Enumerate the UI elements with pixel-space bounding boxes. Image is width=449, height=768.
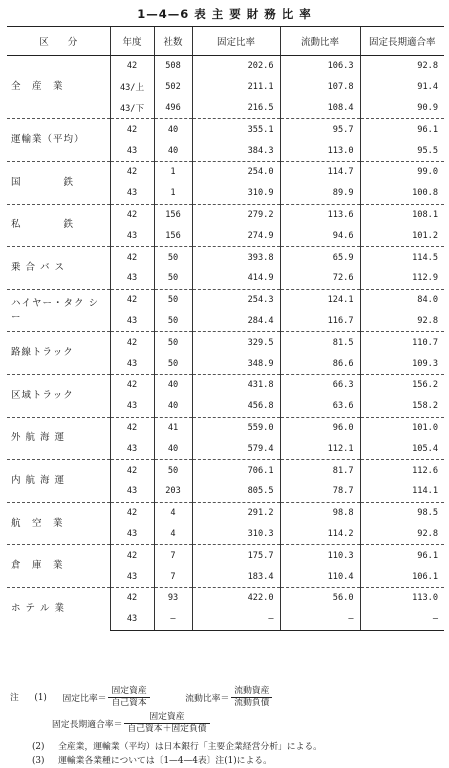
longterm-ratio-cell: 158.2	[360, 396, 444, 417]
companies-cell: 50	[154, 268, 192, 289]
year-cell: 42	[110, 417, 154, 438]
table-row	[7, 460, 444, 481]
header-fixed-ratio: 固定比率	[192, 27, 280, 56]
fixed-ratio-cell: 274.9	[192, 225, 280, 246]
companies-cell: 4	[154, 502, 192, 523]
current-ratio-fraction	[231, 686, 272, 709]
longterm-ratio-cell: 101.2	[360, 225, 444, 246]
note-3	[32, 753, 272, 766]
companies-cell: 50	[154, 332, 192, 353]
category-cell: 乗 合 バ ス	[7, 247, 110, 290]
category-cell: 路線トラック	[7, 332, 110, 375]
current-ratio-cell: 78.7	[280, 481, 360, 502]
fixed-ratio-cell: 422.0	[192, 587, 280, 608]
year-cell: 42	[110, 204, 154, 225]
current-ratio-cell: 95.7	[280, 119, 360, 140]
current-ratio-cell: 65.9	[280, 247, 360, 268]
companies-cell: 203	[154, 481, 192, 502]
note-1-number: (1)	[34, 693, 47, 703]
longterm-ratio-cell: 92.8	[360, 524, 444, 545]
current-ratio-cell: 108.4	[280, 98, 360, 119]
table-row	[7, 587, 444, 608]
year-cell: 43	[110, 311, 154, 332]
notes-label: 注	[10, 693, 19, 703]
longterm-ratio-cell: 106.1	[360, 566, 444, 587]
current-ratio-cell: 94.6	[280, 225, 360, 246]
current-ratio-cell: 116.7	[280, 311, 360, 332]
longterm-ratio-cell: 112.6	[360, 460, 444, 481]
note-2	[32, 739, 322, 752]
companies-cell: 40	[154, 374, 192, 395]
year-cell: 42	[110, 332, 154, 353]
fixed-ratio-cell: 805.5	[192, 481, 280, 502]
current-ratio-cell: 63.6	[280, 396, 360, 417]
table-row	[7, 161, 444, 182]
fixed-ratio-cell: 310.9	[192, 183, 280, 204]
table-row	[7, 247, 444, 268]
longterm-ratio-fraction	[124, 712, 209, 735]
companies-cell: 93	[154, 587, 192, 608]
year-cell: 43	[110, 225, 154, 246]
longterm-ratio-label: 固定長期適合率＝	[52, 720, 123, 730]
companies-cell: 496	[154, 98, 192, 119]
companies-cell: 502	[154, 77, 192, 98]
longterm-ratio-numerator: 固定資産	[124, 712, 209, 724]
year-cell: 43	[110, 609, 154, 630]
table-body	[7, 56, 444, 631]
year-cell: 43	[110, 438, 154, 459]
category-cell: 全 産 業	[11, 81, 64, 93]
current-ratio-cell: 107.8	[280, 77, 360, 98]
year-cell: 42	[110, 460, 154, 481]
companies-cell: 508	[154, 56, 192, 77]
fixed-ratio-cell: 279.2	[192, 204, 280, 225]
year-cell: 42	[110, 56, 154, 77]
companies-cell: 41	[154, 417, 192, 438]
year-cell: 43	[110, 140, 154, 161]
fixed-ratio-cell: 175.7	[192, 545, 280, 566]
companies-cell: 50	[154, 353, 192, 374]
current-ratio-cell: 110.4	[280, 566, 360, 587]
companies-cell: 40	[154, 119, 192, 140]
current-ratio-cell: 86.6	[280, 353, 360, 374]
fixed-ratio-cell: 355.1	[192, 119, 280, 140]
table-row	[7, 289, 444, 310]
longterm-ratio-cell: 99.0	[360, 161, 444, 182]
longterm-ratio-cell: —	[360, 609, 444, 630]
fixed-ratio-cell: 211.1	[192, 77, 280, 98]
fixed-ratio-cell: 202.6	[192, 56, 280, 77]
fixed-ratio-denominator: 自己資本	[111, 698, 147, 708]
fixed-ratio-fraction	[108, 686, 149, 709]
longterm-ratio-cell: 156.2	[360, 374, 444, 395]
note-1-row-a	[10, 686, 274, 709]
year-cell: 43	[110, 566, 154, 587]
fixed-ratio-cell: 254.0	[192, 161, 280, 182]
fixed-ratio-numerator: 固定資産	[108, 686, 149, 698]
year-cell: 42	[110, 161, 154, 182]
current-ratio-cell: —	[280, 609, 360, 630]
fixed-ratio-cell: 706.1	[192, 460, 280, 481]
fixed-ratio-cell: 414.9	[192, 268, 280, 289]
companies-cell: 40	[154, 140, 192, 161]
table-row	[7, 374, 444, 395]
fixed-ratio-cell: 384.3	[192, 140, 280, 161]
year-cell: 43/上	[110, 77, 154, 98]
fixed-ratio-cell: 183.4	[192, 566, 280, 587]
table-row	[7, 417, 444, 438]
header-row	[7, 27, 444, 56]
current-ratio-cell: 114.2	[280, 524, 360, 545]
header-companies: 社数	[154, 27, 192, 56]
longterm-ratio-cell: 92.8	[360, 56, 444, 77]
current-ratio-cell: 66.3	[280, 374, 360, 395]
longterm-ratio-cell: 112.9	[360, 268, 444, 289]
longterm-ratio-cell: 114.5	[360, 247, 444, 268]
header-longterm-ratio: 固定長期適合率	[360, 27, 444, 56]
category-cell: 区域トラック	[7, 374, 110, 417]
fixed-ratio-cell: 559.0	[192, 417, 280, 438]
table-title: 1—4—6 表 主 要 財 務 比 率	[137, 7, 312, 21]
category-cell: 内 航 海 運	[7, 460, 110, 503]
current-ratio-cell: 113.6	[280, 204, 360, 225]
table-row	[7, 56, 444, 77]
table-row	[7, 545, 444, 566]
note-1-row-b	[52, 712, 212, 735]
table-row	[7, 204, 444, 225]
year-cell: 42	[110, 502, 154, 523]
longterm-ratio-cell: 92.8	[360, 311, 444, 332]
current-ratio-cell: 81.5	[280, 332, 360, 353]
current-ratio-label: 流動比率＝	[185, 694, 230, 704]
category-cell: 航 空 業	[7, 502, 110, 545]
longterm-ratio-cell: 110.7	[360, 332, 444, 353]
fixed-ratio-cell: 291.2	[192, 502, 280, 523]
companies-cell: 50	[154, 289, 192, 310]
longterm-ratio-cell: 98.5	[360, 502, 444, 523]
fixed-ratio-cell: 254.3	[192, 289, 280, 310]
fixed-ratio-cell: 348.9	[192, 353, 280, 374]
category-cell: 運輸業（平均）	[7, 119, 110, 162]
longterm-ratio-cell: 100.8	[360, 183, 444, 204]
category-cell: ハイヤー・タク シー	[7, 289, 110, 332]
longterm-ratio-denominator: 自己資本＋固定負債	[127, 724, 207, 734]
companies-cell: 50	[154, 460, 192, 481]
current-ratio-cell: 81.7	[280, 460, 360, 481]
fixed-ratio-label: 固定比率＝	[62, 694, 107, 704]
longterm-ratio-cell: 113.0	[360, 587, 444, 608]
companies-cell: 50	[154, 311, 192, 332]
current-ratio-cell: 96.0	[280, 417, 360, 438]
companies-cell: 7	[154, 545, 192, 566]
note-3-number: (3)	[32, 756, 45, 766]
fixed-ratio-cell: 216.5	[192, 98, 280, 119]
category-cell: 国 鉄	[7, 161, 110, 204]
longterm-ratio-cell: 84.0	[360, 289, 444, 310]
current-ratio-denominator: 流動負債	[234, 698, 270, 708]
fixed-ratio-cell: 431.8	[192, 374, 280, 395]
current-ratio-cell: 89.9	[280, 183, 360, 204]
fixed-ratio-cell: 393.8	[192, 247, 280, 268]
current-ratio-numerator: 流動資産	[231, 686, 272, 698]
longterm-ratio-cell: 109.3	[360, 353, 444, 374]
current-ratio-cell: 72.6	[280, 268, 360, 289]
header-category: 区 分	[7, 27, 110, 56]
companies-cell: 1	[154, 183, 192, 204]
year-cell: 43/下	[110, 98, 154, 119]
year-cell: 43	[110, 396, 154, 417]
longterm-ratio-cell: 91.4	[360, 77, 444, 98]
longterm-ratio-cell: 96.1	[360, 545, 444, 566]
note-2-text: 全産業，運輸業（平均）は日本銀行「主要企業経営分析」による。	[58, 742, 322, 752]
header-year: 年度	[110, 27, 154, 56]
year-cell: 42	[110, 587, 154, 608]
note-3-text: 運輸業各業種については〔1—4—4表〕注(1)による。	[58, 756, 272, 766]
longterm-ratio-cell: 108.1	[360, 204, 444, 225]
category-cell: ホ テ ル 業	[7, 587, 110, 630]
category-cell: 倉 庫 業	[7, 545, 110, 588]
year-cell: 42	[110, 374, 154, 395]
year-cell: 42	[110, 289, 154, 310]
fixed-ratio-cell: 284.4	[192, 311, 280, 332]
longterm-ratio-cell: 90.9	[360, 98, 444, 119]
table-row	[7, 502, 444, 523]
companies-cell: —	[154, 609, 192, 630]
current-ratio-cell: 56.0	[280, 587, 360, 608]
year-cell: 43	[110, 268, 154, 289]
current-ratio-cell: 106.3	[280, 56, 360, 77]
longterm-ratio-cell: 114.1	[360, 481, 444, 502]
financial-ratio-table	[7, 26, 444, 631]
current-ratio-cell: 112.1	[280, 438, 360, 459]
year-cell: 43	[110, 183, 154, 204]
companies-cell: 4	[154, 524, 192, 545]
table-row	[7, 332, 444, 353]
table-row	[7, 119, 444, 140]
year-cell: 43	[110, 524, 154, 545]
current-ratio-cell: 110.3	[280, 545, 360, 566]
current-ratio-cell: 114.7	[280, 161, 360, 182]
companies-cell: 40	[154, 438, 192, 459]
fixed-ratio-cell: 329.5	[192, 332, 280, 353]
current-ratio-cell: 124.1	[280, 289, 360, 310]
companies-cell: 156	[154, 204, 192, 225]
year-cell: 42	[110, 119, 154, 140]
longterm-ratio-cell: 101.0	[360, 417, 444, 438]
category-cell: 外 航 海 運	[7, 417, 110, 460]
header-current-ratio: 流動比率	[280, 27, 360, 56]
current-ratio-cell: 98.8	[280, 502, 360, 523]
longterm-ratio-cell: 105.4	[360, 438, 444, 459]
fixed-ratio-cell: 310.3	[192, 524, 280, 545]
companies-cell: 156	[154, 225, 192, 246]
longterm-ratio-cell: 95.5	[360, 140, 444, 161]
category-cell: 私 鉄	[7, 204, 110, 247]
companies-cell: 50	[154, 247, 192, 268]
fixed-ratio-cell: —	[192, 609, 280, 630]
companies-cell: 1	[154, 161, 192, 182]
fixed-ratio-cell: 456.8	[192, 396, 280, 417]
longterm-ratio-cell: 96.1	[360, 119, 444, 140]
year-cell: 42	[110, 545, 154, 566]
companies-cell: 40	[154, 396, 192, 417]
note-2-number: (2)	[32, 742, 45, 752]
companies-cell: 7	[154, 566, 192, 587]
year-cell: 43	[110, 353, 154, 374]
current-ratio-cell: 113.0	[280, 140, 360, 161]
year-cell: 42	[110, 247, 154, 268]
year-cell: 43	[110, 481, 154, 502]
fixed-ratio-cell: 579.4	[192, 438, 280, 459]
